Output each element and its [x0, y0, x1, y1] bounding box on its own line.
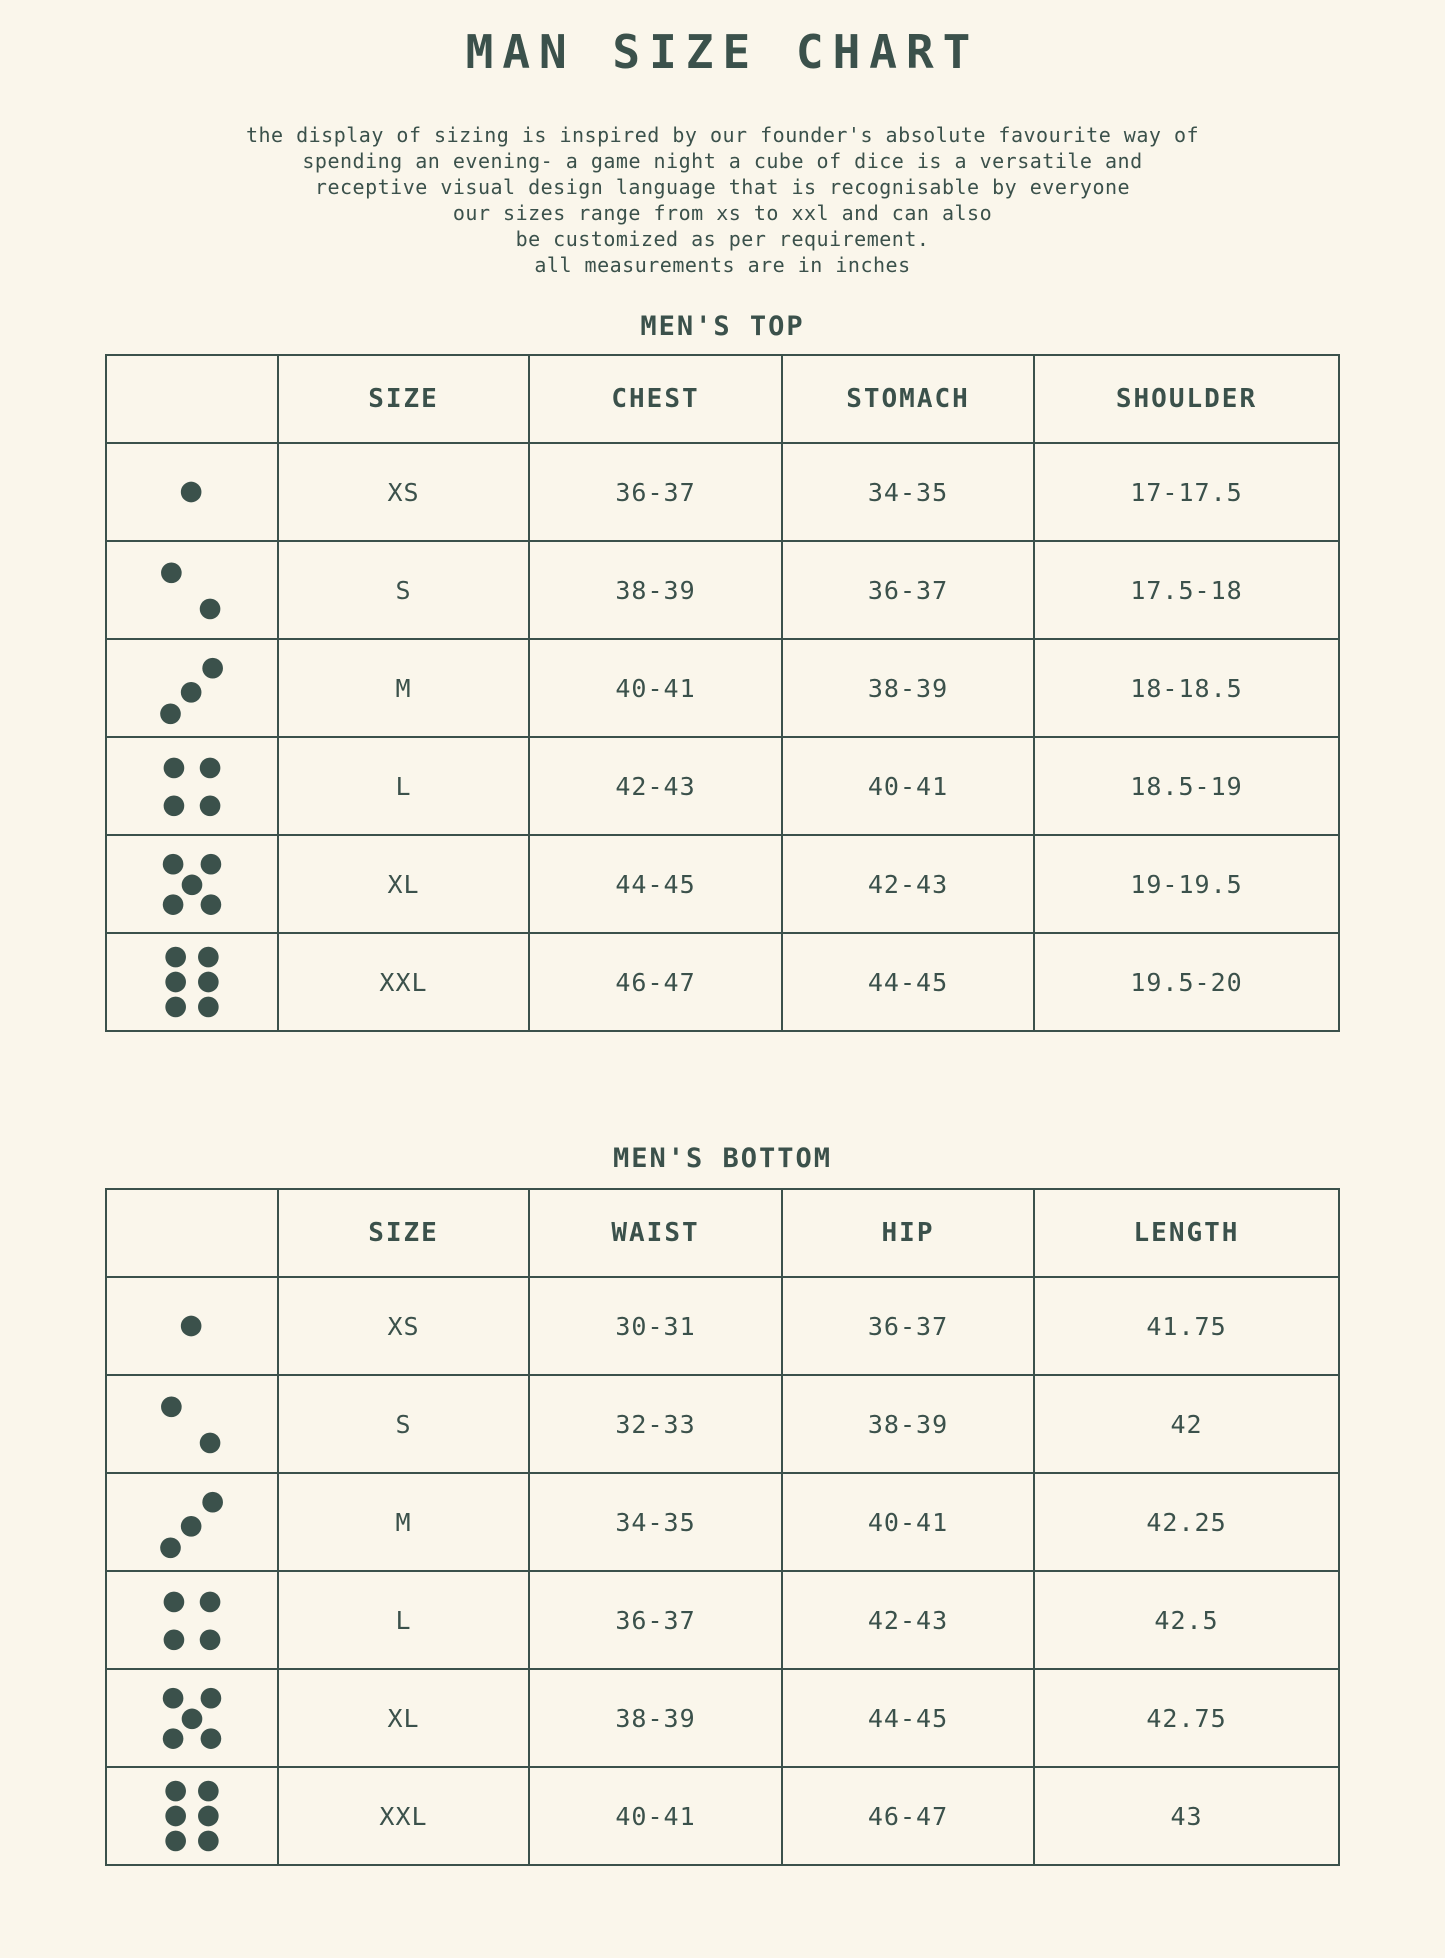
hip-value: 38-39	[782, 1375, 1034, 1473]
dice-cell	[106, 541, 278, 639]
dice-3-icon	[149, 645, 235, 731]
waist-value: 40-41	[529, 1767, 782, 1865]
stomach-value: 42-43	[782, 835, 1034, 933]
shoulder-value: 17-17.5	[1034, 443, 1339, 541]
size-label: M	[278, 1473, 529, 1571]
shoulder-value: 18-18.5	[1034, 639, 1339, 737]
chest-value: 36-37	[529, 443, 782, 541]
intro-line: spending an evening- a game night a cube of dice is a versatile and	[302, 149, 1143, 173]
length-value: 42.75	[1034, 1669, 1339, 1767]
section-title-mens-bottom: MEN'S BOTTOM	[612, 1143, 833, 1174]
dice-cell	[106, 1473, 278, 1571]
hip-value: 36-37	[782, 1277, 1034, 1375]
hip-value: 46-47	[782, 1767, 1034, 1865]
waist-value: 34-35	[529, 1473, 782, 1571]
intro-text	[0, 122, 1445, 278]
size-label: XXL	[278, 1767, 529, 1865]
chest-value: 42-43	[529, 737, 782, 835]
section-mens-top	[0, 312, 1445, 1032]
size-row-l	[106, 737, 1339, 835]
intro-line: our sizes range from xs to xxl and can also	[452, 201, 993, 225]
size-row-s	[106, 1375, 1339, 1473]
size-label: L	[278, 1571, 529, 1669]
dice-cell	[106, 1571, 278, 1669]
dice-2-icon	[149, 547, 235, 633]
dice-1-icon	[149, 1283, 235, 1369]
dice-cell	[106, 1375, 278, 1473]
waist-value: 32-33	[529, 1375, 782, 1473]
stomach-value: 44-45	[782, 933, 1034, 1031]
stomach-value: 34-35	[782, 443, 1034, 541]
mens-top-table	[105, 354, 1340, 1032]
size-row-xxl	[106, 933, 1339, 1031]
dice-3-icon	[149, 1479, 235, 1565]
chest-value: 38-39	[529, 541, 782, 639]
size-row-xs	[106, 443, 1339, 541]
chest-value: 44-45	[529, 835, 782, 933]
size-row-xxl	[106, 1767, 1339, 1865]
size-label: L	[278, 737, 529, 835]
size-label: XXL	[278, 933, 529, 1031]
dice-column-header	[106, 355, 278, 443]
size-label: XL	[278, 1669, 529, 1767]
waist-value: 36-37	[529, 1571, 782, 1669]
dice-cell	[106, 737, 278, 835]
length-value: 42	[1034, 1375, 1339, 1473]
mens-bottom-table	[105, 1188, 1340, 1866]
dice-1-icon	[149, 449, 235, 535]
section-mens-bottom	[0, 1144, 1445, 1866]
size-label: S	[278, 1375, 529, 1473]
shoulder-value: 19-19.5	[1034, 835, 1339, 933]
dice-cell	[106, 933, 278, 1031]
dice-cell	[106, 443, 278, 541]
chest-value: 40-41	[529, 639, 782, 737]
waist-value: 30-31	[529, 1277, 782, 1375]
column-header-chest: CHEST	[529, 355, 782, 443]
shoulder-value: 19.5-20	[1034, 933, 1339, 1031]
column-header-size: SIZE	[278, 1189, 529, 1277]
dice-cell	[106, 639, 278, 737]
dice-column-header	[106, 1189, 278, 1277]
column-header-shoulder: SHOULDER	[1034, 355, 1339, 443]
size-label: XS	[278, 443, 529, 541]
dice-4-icon	[149, 1577, 235, 1663]
size-row-xs	[106, 1277, 1339, 1375]
intro-line: be customized as per requirement.	[515, 227, 930, 251]
waist-value: 38-39	[529, 1669, 782, 1767]
column-header-length: LENGTH	[1034, 1189, 1339, 1277]
length-value: 42.5	[1034, 1571, 1339, 1669]
size-row-xl	[106, 1669, 1339, 1767]
chest-value: 46-47	[529, 933, 782, 1031]
length-value: 41.75	[1034, 1277, 1339, 1375]
shoulder-value: 18.5-19	[1034, 737, 1339, 835]
size-label: XS	[278, 1277, 529, 1375]
dice-cell	[106, 835, 278, 933]
size-label: M	[278, 639, 529, 737]
dice-6-icon	[149, 1773, 235, 1859]
dice-5-icon	[149, 841, 235, 927]
page-title: MAN SIZE CHART	[465, 25, 980, 79]
dice-cell	[106, 1767, 278, 1865]
intro-line: receptive visual design language that is recognisable by everyone	[314, 175, 1131, 199]
header-row	[106, 355, 1339, 443]
dice-cell	[106, 1669, 278, 1767]
stomach-value: 40-41	[782, 737, 1034, 835]
size-row-s	[106, 541, 1339, 639]
size-label: S	[278, 541, 529, 639]
dice-5-icon	[149, 1675, 235, 1761]
size-row-l	[106, 1571, 1339, 1669]
size-row-xl	[106, 835, 1339, 933]
section-title-mens-top: MEN'S TOP	[640, 311, 805, 342]
length-value: 43	[1034, 1767, 1339, 1865]
size-row-m	[106, 1473, 1339, 1571]
dice-2-icon	[149, 1381, 235, 1467]
stomach-value: 38-39	[782, 639, 1034, 737]
hip-value: 44-45	[782, 1669, 1034, 1767]
size-label: XL	[278, 835, 529, 933]
shoulder-value: 17.5-18	[1034, 541, 1339, 639]
column-header-stomach: STOMACH	[782, 355, 1034, 443]
stomach-value: 36-37	[782, 541, 1034, 639]
column-header-waist: WAIST	[529, 1189, 782, 1277]
column-header-hip: HIP	[782, 1189, 1034, 1277]
intro-line: all measurements are in inches	[534, 253, 911, 277]
dice-cell	[106, 1277, 278, 1375]
hip-value: 42-43	[782, 1571, 1034, 1669]
size-row-m	[106, 639, 1339, 737]
intro-line: the display of sizing is inspired by our founder's absolute favourite way of	[245, 123, 1200, 147]
length-value: 42.25	[1034, 1473, 1339, 1571]
header-row	[106, 1189, 1339, 1277]
dice-4-icon	[149, 743, 235, 829]
column-header-size: SIZE	[278, 355, 529, 443]
dice-6-icon	[149, 939, 235, 1025]
hip-value: 40-41	[782, 1473, 1034, 1571]
